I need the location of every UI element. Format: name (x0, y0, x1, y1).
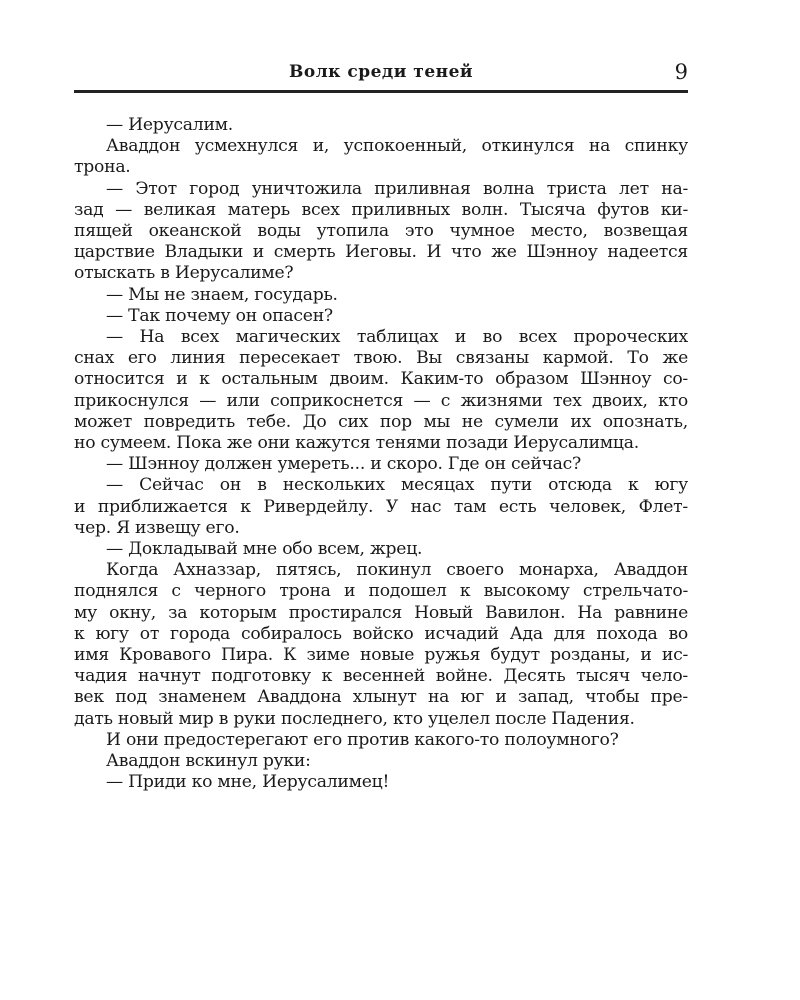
text-line: му окну, за которым простирался Новый Вавилон. На равнине (74, 602, 688, 623)
body-text (74, 115, 688, 794)
text-line: пящей океанской воды утопила это чумное место, возвещая (74, 221, 688, 242)
running-title: Волк среди теней (288, 62, 474, 82)
text-line: и приближается к Ривердейлу. У нас там есть человек, Флет- (74, 496, 688, 517)
text-line: — Шэнноу должен умереть... и скоро. Где он сейчас? (106, 454, 582, 475)
text-line: век под знаменем Аваддона хлынут на юг и запад, чтобы пре- (74, 687, 688, 708)
text-line: — На всех магических таблицах и во всех пророческих (106, 327, 688, 348)
text-line: чадия начнут подготовку к весенней войне. Десять тысяч чело- (74, 666, 688, 687)
text-line: относится и к остальным двоим. Каким-то образом Шэнноу со- (74, 369, 688, 390)
text-line: — Иерусалим. (106, 115, 234, 135)
text-line: зад — великая матерь всех приливных волн. Тысяча футов ки- (74, 199, 688, 220)
text-line: — Докладывай мне обо всем, жрец. (106, 539, 423, 560)
text-line: чер. Я извещу его. (74, 517, 240, 538)
text-line: Аваддон вскинул руки: (106, 751, 311, 772)
text-line: прикоснулся — или соприкоснется — с жизнями тех двоих, кто (74, 390, 688, 411)
text-line: — Так почему он опасен? (106, 305, 333, 326)
page-number: 9 (674, 60, 688, 84)
text-line: может повредить тебе. До сих пор мы не сумели их опознать, (74, 411, 688, 432)
text-line: — Сейчас он в нескольких месяцах пути отсюда к югу (106, 475, 688, 496)
text-line: И они предостерегают его против какого-то полоумного? (106, 729, 619, 750)
text-line: дать новый мир в руки последнего, кто уцелел после Падения. (74, 708, 635, 729)
text-line: но сумеем. Пока же они кажутся тенями позади Иерусалимца. (74, 433, 639, 454)
text-line: Когда Ахназзар, пятясь, покинул своего монарха, Аваддон (106, 560, 688, 581)
text-line: царствие Владыки и смерть Иеговы. И что же Шэнноу надеется (74, 242, 688, 263)
text-line: отыскать в Иерусалиме? (74, 263, 294, 284)
text-line: снах его линия пересекает твою. Вы связаны кармой. То же (74, 348, 688, 369)
text-line: — Мы не знаем, государь. (106, 284, 338, 305)
text-line: трона. (74, 157, 131, 178)
book-page (74, 60, 688, 794)
text-line: имя Кровавого Пира. К зиме новые ружья будут розданы, и ис- (74, 645, 688, 666)
text-line: к югу от города собиралось войско исчадий Ада для похода во (74, 623, 688, 644)
text-line: поднялся с черного трона и подошел к высокому стрельчато- (74, 581, 688, 602)
running-header (74, 60, 688, 93)
text-line: Аваддон усмехнулся и, успокоенный, откинулся на спинку (106, 136, 688, 157)
text-line: — Этот город уничтожила приливная волна триста лет на- (106, 178, 688, 199)
text-line: — Приди ко мне, Иерусалимец! (106, 772, 390, 793)
